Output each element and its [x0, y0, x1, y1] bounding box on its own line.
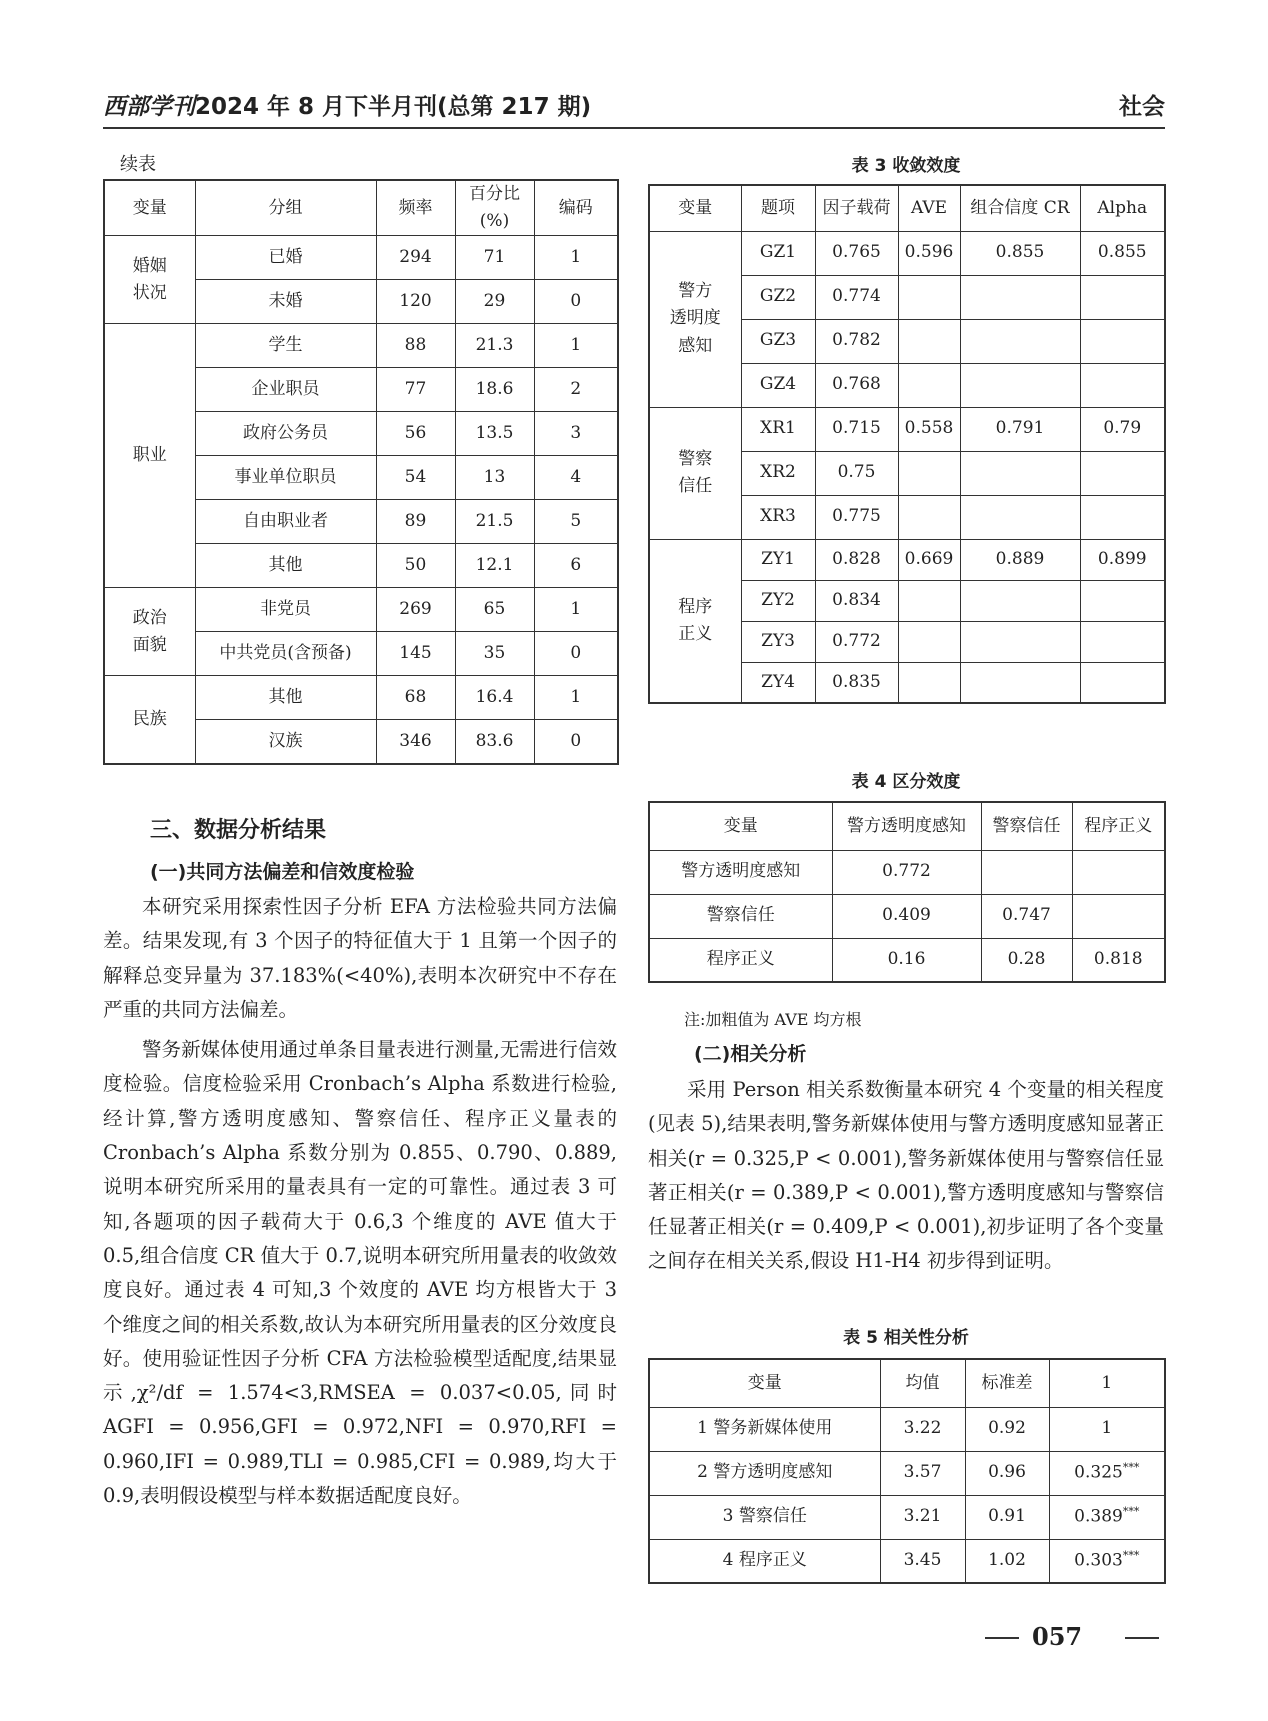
table-cell: 2 [534, 368, 618, 412]
empty-cell [898, 319, 960, 363]
table-cell: 0 [534, 632, 618, 676]
item-cell: XR2 [741, 451, 815, 495]
table-cell: 13.5 [455, 412, 534, 456]
table-cell: 1 [534, 588, 618, 632]
table-cell: 0 [534, 720, 618, 764]
table-cell: 程序正义 [649, 938, 832, 982]
column-header: 标准差 [965, 1359, 1049, 1407]
item-cell: XR3 [741, 495, 815, 539]
body-text-right [648, 1073, 1164, 1285]
table-cell: 16.4 [455, 676, 534, 720]
table-cell: 346 [376, 720, 455, 764]
empty-cell [960, 662, 1080, 703]
empty-cell [898, 495, 960, 539]
table-cell: 0.409 [832, 894, 981, 938]
column-header: 频率 [376, 180, 455, 236]
column-header: 变量 [649, 185, 741, 231]
table4-note: 注:加粗值为 AVE 均方根 [684, 1010, 862, 1029]
empty-cell [1080, 580, 1165, 621]
table-row [649, 1451, 1165, 1495]
alpha-cell: 0.855 [1080, 231, 1165, 275]
issue-info: 2024 年 8 月下半月刊(总第 217 期) [195, 94, 592, 120]
page-number-dash-right [1125, 1637, 1159, 1639]
paragraph: 警务新媒体使用通过单条目量表进行测量,无需进行信效度检验。信度检验采用 Cronbach’s Alpha 系数进行检验,经计算,警方透明度感知、警察信任、程序正义量表的 Cronbach’s Alpha 系数分别为 0.855、0.790、0.889,说明本研究所采用的量表具有一定的可靠性。通过表 3 可知,各题项的因子载荷大于 0.6,3 个维度的 AVE 值大于 0.5,组合信度 CR 值大于 0.7,说明本研究所用量表的收敛效度良好。通过表 4 可知,3 个效度的 AVE 均方根皆大于 3 个维度之间的相关系数,故认为本研究所用量表的区分效度良好。使用验证性因子分析 CFA 方法检验模型适配度,结果显示,χ²/df = 1.574<3,RMSEA = 0.037<0.05,同时 AGFI = 0.956,GFI = 0.972,NFI = 0.970,RFI = 0.960,IFI = 0.989,TLI = 0.985,CFI = 0.989,均大于 0.9,表明假设模型与样本数据适配度良好。 [103, 1038, 617, 1508]
table-cell: 0.91 [965, 1495, 1049, 1539]
loading-cell: 0.772 [815, 621, 898, 662]
item-cell: ZY1 [741, 539, 815, 580]
empty-cell [960, 580, 1080, 621]
table-cell: 21.3 [455, 324, 534, 368]
table-cell: 6 [534, 544, 618, 588]
page-number: 057 [1032, 1622, 1083, 1651]
loading-cell: 0.75 [815, 451, 898, 495]
table-row [104, 676, 618, 720]
table-cell: 中共党员(含预备) [195, 632, 376, 676]
empty-cell [960, 495, 1080, 539]
ave-cell: 0.558 [898, 407, 960, 451]
table-cell: 警察信任 [649, 894, 832, 938]
table-cell: 1 警务新媒体使用 [649, 1407, 880, 1451]
item-cell: GZ2 [741, 275, 815, 319]
empty-cell [898, 275, 960, 319]
loading-cell: 0.765 [815, 231, 898, 275]
item-cell: GZ1 [741, 231, 815, 275]
table-cell: 3.22 [880, 1407, 965, 1451]
alpha-cell: 0.79 [1080, 407, 1165, 451]
item-cell: GZ4 [741, 363, 815, 407]
table-cell: 3.45 [880, 1539, 965, 1583]
loading-cell: 0.774 [815, 275, 898, 319]
variable-cell: 民族 [104, 676, 195, 764]
empty-cell [898, 621, 960, 662]
table-cell: 自由职业者 [195, 500, 376, 544]
table-row [649, 407, 1165, 451]
table-cell: 21.5 [455, 500, 534, 544]
table-row [649, 1407, 1165, 1451]
paragraph: 采用 Person 相关系数衡量本研究 4 个变量的相关程度(见表 5),结果表明,警务新媒体使用与警方透明度感知显著正相关(r = 0.325,P < 0.001),警务新媒体使用与警察信任显著正相关(r = 0.389,P < 0.001),警方透明度感知与警察信任显著正相关(r = 0.409,P < 0.001),初步证明了各个变量之间存在相关关系,假设 H1-H4 初步得到证明。 [648, 1078, 1164, 1273]
table-cell: 1 [1049, 1407, 1165, 1451]
variable-cell: 程序 正义 [649, 539, 741, 703]
loading-cell: 0.782 [815, 319, 898, 363]
table-cell: 0.818 [1072, 938, 1165, 982]
item-cell: GZ3 [741, 319, 815, 363]
table-cell: 54 [376, 456, 455, 500]
table-cell: 4 程序正义 [649, 1539, 880, 1583]
table-row [649, 539, 1165, 580]
variable-cell: 婚姻 状况 [104, 236, 195, 324]
table5-caption: 表 5 相关性分析 [843, 1328, 969, 1348]
table-cell: 77 [376, 368, 455, 412]
correlation-table [648, 1358, 1166, 1584]
table-cell: 1.02 [965, 1539, 1049, 1583]
table-cell: 294 [376, 236, 455, 280]
table-cell: 120 [376, 280, 455, 324]
loading-cell: 0.768 [815, 363, 898, 407]
discriminant-validity-table [648, 801, 1166, 983]
table-cell: 0 [534, 280, 618, 324]
loading-cell: 0.835 [815, 662, 898, 703]
column-header: 变量 [649, 1359, 880, 1407]
empty-cell [1080, 662, 1165, 703]
table-cell: 1 [534, 236, 618, 280]
table-cell: 其他 [195, 544, 376, 588]
journal-logo: 西部学刊 [103, 93, 195, 120]
empty-cell [898, 451, 960, 495]
table-row [104, 236, 618, 280]
table-cell: 1 [534, 676, 618, 720]
column-header: 组合信度 CR [960, 185, 1080, 231]
table-row [104, 324, 618, 368]
empty-cell [960, 451, 1080, 495]
table-cell: 68 [376, 676, 455, 720]
loading-cell: 0.715 [815, 407, 898, 451]
table4-caption: 表 4 区分效度 [851, 772, 961, 792]
table-row [649, 850, 1165, 894]
header-rule [103, 127, 1165, 129]
empty-cell [898, 662, 960, 703]
table3-caption: 表 3 收敛效度 [851, 156, 961, 176]
column-header: AVE [898, 185, 960, 231]
column-header: 编码 [534, 180, 618, 236]
section-heading: 三、数据分析结果 [150, 818, 327, 843]
table-cell: 2 警方透明度感知 [649, 1451, 880, 1495]
table-row [649, 1539, 1165, 1583]
table-cell: 12.1 [455, 544, 534, 588]
column-header: 变量 [104, 180, 195, 236]
loading-cell: 0.834 [815, 580, 898, 621]
convergent-validity-table [648, 184, 1166, 704]
table-cell: 88 [376, 324, 455, 368]
cr-cell: 0.889 [960, 539, 1080, 580]
table-cell: 0.92 [965, 1407, 1049, 1451]
table-cell: 学生 [195, 324, 376, 368]
table-cell: 50 [376, 544, 455, 588]
table-cell: 0.96 [965, 1451, 1049, 1495]
table-cell [1072, 850, 1165, 894]
empty-cell [1080, 451, 1165, 495]
table-cell: 269 [376, 588, 455, 632]
journal-header [103, 88, 591, 121]
table-cell: 0.28 [981, 938, 1072, 982]
item-cell: ZY3 [741, 621, 815, 662]
ave-cell: 0.669 [898, 539, 960, 580]
cr-cell: 0.791 [960, 407, 1080, 451]
column-header: 百分比(%) [455, 180, 534, 236]
table-cell [981, 850, 1072, 894]
column-header: 警方透明度感知 [832, 802, 981, 850]
page-number-dash-left [985, 1637, 1019, 1639]
table-row [649, 1495, 1165, 1539]
item-cell: ZY2 [741, 580, 815, 621]
table-cell: 1 [534, 324, 618, 368]
column-header: 警察信任 [981, 802, 1072, 850]
loading-cell: 0.828 [815, 539, 898, 580]
table-cell: 政府公务员 [195, 412, 376, 456]
table-row [104, 588, 618, 632]
column-header: 因子载荷 [815, 185, 898, 231]
table-cell: 35 [455, 632, 534, 676]
empty-cell [960, 621, 1080, 662]
table-cell: 0.389*** [1049, 1495, 1165, 1539]
table-cell: 83.6 [455, 720, 534, 764]
item-cell: XR1 [741, 407, 815, 451]
column-header: 均值 [880, 1359, 965, 1407]
column-header: Alpha [1080, 185, 1165, 231]
table-cell [1072, 894, 1165, 938]
empty-cell [898, 363, 960, 407]
variable-cell: 政治 面貌 [104, 588, 195, 676]
loading-cell: 0.775 [815, 495, 898, 539]
table-cell: 3.57 [880, 1451, 965, 1495]
table-row [649, 938, 1165, 982]
ave-cell: 0.596 [898, 231, 960, 275]
column-header: 程序正义 [1072, 802, 1165, 850]
continued-table-label: 续表 [120, 154, 156, 175]
empty-cell [1080, 275, 1165, 319]
demographics-table-continued [103, 179, 619, 765]
table-cell: 3 [534, 412, 618, 456]
empty-cell [1080, 495, 1165, 539]
empty-cell [1080, 363, 1165, 407]
running-header [103, 86, 1165, 126]
table-cell: 0.772 [832, 850, 981, 894]
table-cell: 18.6 [455, 368, 534, 412]
table-cell: 3.21 [880, 1495, 965, 1539]
table-cell: 4 [534, 456, 618, 500]
column-header: 变量 [649, 802, 832, 850]
paragraph: 本研究采用探索性因子分析 EFA 方法检验共同方法偏差。结果发现,有 3 个因子的特征值大于 1 且第一个因子的解释总变异量为 37.183%(<40%),表明本次研究中不存在严重的共同方法偏差。 [103, 895, 617, 1021]
table-cell: 0.325*** [1049, 1451, 1165, 1495]
column-header: 分组 [195, 180, 376, 236]
empty-cell [960, 319, 1080, 363]
table-cell: 企业职员 [195, 368, 376, 412]
empty-cell [1080, 319, 1165, 363]
table-cell: 事业单位职员 [195, 456, 376, 500]
column-header: 1 [1049, 1359, 1165, 1407]
table-cell: 其他 [195, 676, 376, 720]
table-cell: 3 警察信任 [649, 1495, 880, 1539]
empty-cell [898, 580, 960, 621]
table-cell: 13 [455, 456, 534, 500]
subsection-heading: (二)相关分析 [694, 1043, 807, 1065]
table-cell: 65 [455, 588, 534, 632]
table-cell: 汉族 [195, 720, 376, 764]
subsection-heading: (一)共同方法偏差和信效度检验 [150, 861, 415, 883]
table-cell: 已婚 [195, 236, 376, 280]
table-cell: 29 [455, 280, 534, 324]
table-cell: 警方透明度感知 [649, 850, 832, 894]
empty-cell [960, 363, 1080, 407]
body-text-left [103, 890, 617, 1519]
table-cell: 0.303*** [1049, 1539, 1165, 1583]
table-cell: 56 [376, 412, 455, 456]
column-header: 题项 [741, 185, 815, 231]
table-cell: 非党员 [195, 588, 376, 632]
variable-cell: 职业 [104, 324, 195, 588]
table-cell: 145 [376, 632, 455, 676]
table-cell: 5 [534, 500, 618, 544]
table-cell: 未婚 [195, 280, 376, 324]
table-cell: 0.16 [832, 938, 981, 982]
cr-cell: 0.855 [960, 231, 1080, 275]
table-row [649, 231, 1165, 275]
table-row [649, 894, 1165, 938]
table-cell: 71 [455, 236, 534, 280]
alpha-cell: 0.899 [1080, 539, 1165, 580]
empty-cell [960, 275, 1080, 319]
variable-cell: 警方 透明度 感知 [649, 231, 741, 407]
table-cell: 89 [376, 500, 455, 544]
empty-cell [1080, 621, 1165, 662]
variable-cell: 警察 信任 [649, 407, 741, 539]
item-cell: ZY4 [741, 662, 815, 703]
section-label: 社会 [1119, 94, 1165, 120]
table-cell: 0.747 [981, 894, 1072, 938]
